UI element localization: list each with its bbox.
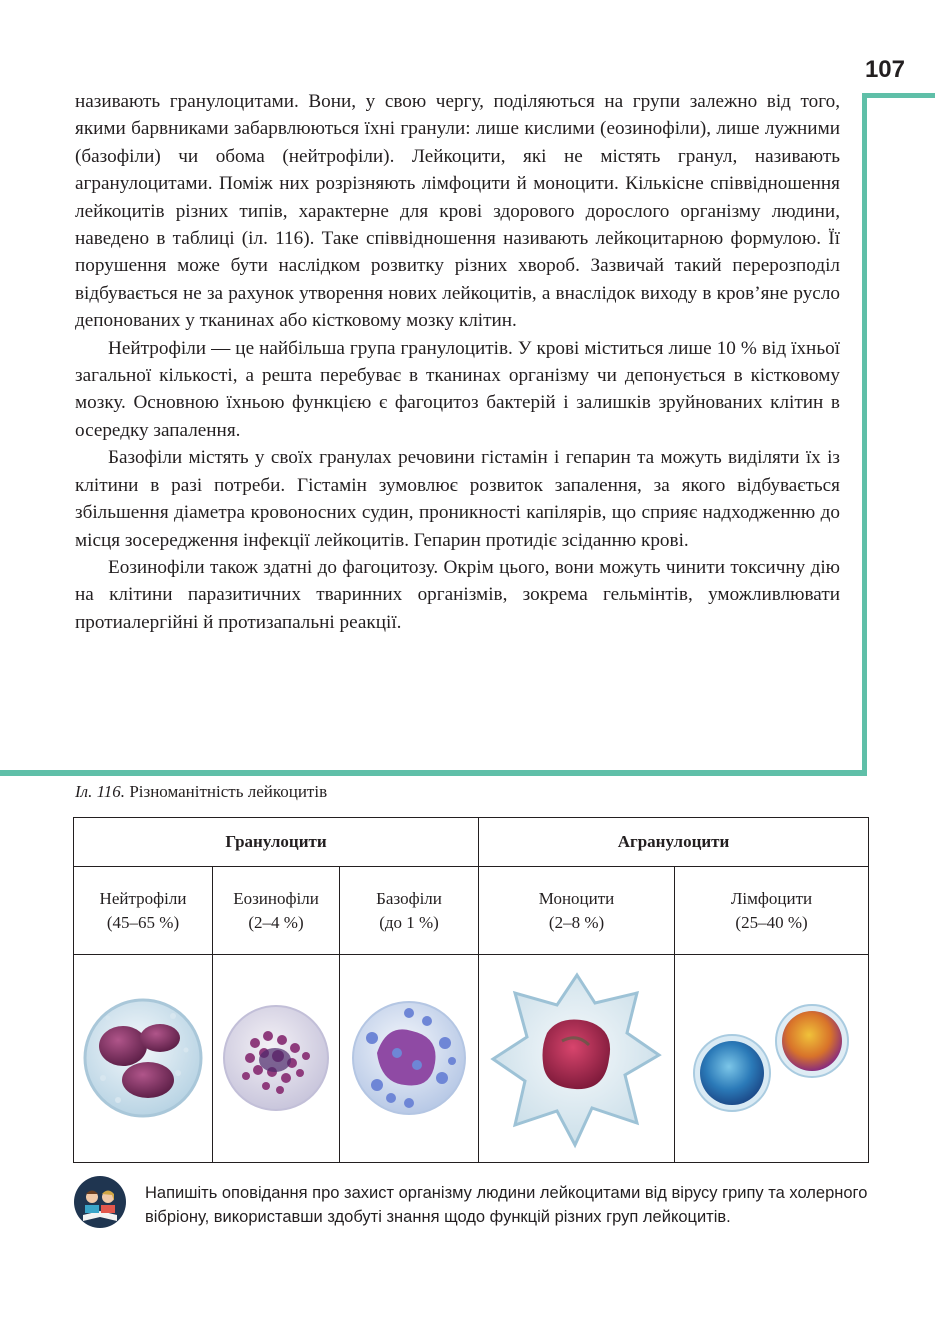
cell-type-name (213, 867, 340, 955)
group-header-agranulocytes: Агранулоцити (479, 818, 869, 867)
paragraph: Базофіли містять у своїх гранулах речовини гістамін і гепарин та можуть виділяти їх із клітини в разі потреби. Гістамін зумовлює розвиток запалення, за якого відбувається збільшення діаметра кровоносних судин, проникності капілярів, що сприяє надходженню до місця зосередження інфекції лейкоцитів. Гепарин протидіє зсіданню крові. (75, 447, 840, 551)
eosinophil-illustration (220, 998, 332, 1118)
figure-caption-label: Іл. 116. (75, 782, 126, 801)
cell-name: Лімфоцити (730, 888, 813, 908)
cell-range: (25–40 %) (735, 912, 808, 932)
group-header-granulocytes: Гранулоцити (74, 818, 479, 867)
cell-range: (до 1 %) (379, 912, 439, 932)
leukocyte-table (73, 817, 869, 1163)
frame-bottom-border (0, 770, 867, 776)
cell-type-name (74, 867, 213, 955)
paragraph: називають гранулоцитами. Вони, у свою чергу, поділяються на групи залежно від того, якими барвниками забарвлюються їхні гранули: лише кислими (еозинофіли), лише лужними (базофіли) чи обома (нейтрофіли). Лейкоцити, які не містять гранул, називають агранулоцитами. Поміж них розрізняють лімфоцити й моноцити. Кількісне співвідношення лейкоцитів різних типів, характерне для крові здорового дорослого організму людини, наведено в таблиці (іл. 116). Таке співвідношення називають лейкоцитарною формулою. Її порушення може бути наслідком розвитку різних хвороб. Зазвичай такий перерозподіл відбувається не за рахунок утворення нових лейкоцитів, а внаслідок виходу в кров’яне русло депонованих у тканинах або кістковому мозку клітин. (75, 91, 840, 332)
monocyte-illustration (487, 963, 667, 1153)
frame-right-border (862, 93, 867, 776)
paragraph: Еозинофіли також здатні до фагоцитозу. Окрім цього, вони можуть чинити токсичну дію на клітини паразитичних тваринних організмів, зокрема гельмінтів, уможливлювати протиалергійні й протизапальні реакції. (75, 556, 840, 633)
figure-caption-text: Різноманітність лейкоцитів (129, 782, 328, 801)
task-block (73, 1175, 873, 1255)
cell-name: Нейтрофіли (99, 888, 187, 908)
students-reading-icon (73, 1175, 127, 1229)
frame-top-border (862, 93, 935, 98)
cell-range: (2–4 %) (248, 912, 304, 932)
neutrophil-illustration (78, 988, 208, 1128)
cell-type-name (340, 867, 479, 955)
cell-type-name (675, 867, 869, 955)
cell-name: Еозинофіли (233, 888, 319, 908)
figure-caption (75, 782, 327, 802)
page-number: 107 (864, 56, 905, 83)
body-text (75, 88, 840, 636)
monocyte-image-cell (479, 954, 675, 1162)
basophil-image-cell (340, 954, 479, 1162)
paragraph: Нейтрофіли — це найбільша група гранулоцитів. У крові міститься лише 10 % від їхньої загальної кількості, а решта перебуває в тканинах організму чи депонується в кістковому мозку. Основною їхньою функцією є фагоцитоз бактерій і залишків зруйнованих клітин в осередку запалення. (75, 337, 840, 441)
cell-type-name (479, 867, 675, 955)
cell-name: Базофіли (376, 888, 442, 908)
cell-name: Моноцити (538, 888, 615, 908)
cell-range: (2–8 %) (548, 912, 605, 932)
neutrophil-image-cell (74, 954, 213, 1162)
lymphocyte-illustration (684, 993, 860, 1123)
eosinophil-image-cell (213, 954, 340, 1162)
lymphocyte-image-cell (675, 954, 869, 1162)
cell-range: (45–65 %) (106, 912, 180, 932)
basophil-illustration (347, 993, 471, 1123)
task-text: Напишіть оповідання про захист організму людини лейкоцитами від вірусу грипу та холерного вібріону, використавши здобуті знання щодо функцій різних груп лейкоцитів. (145, 1184, 868, 1226)
